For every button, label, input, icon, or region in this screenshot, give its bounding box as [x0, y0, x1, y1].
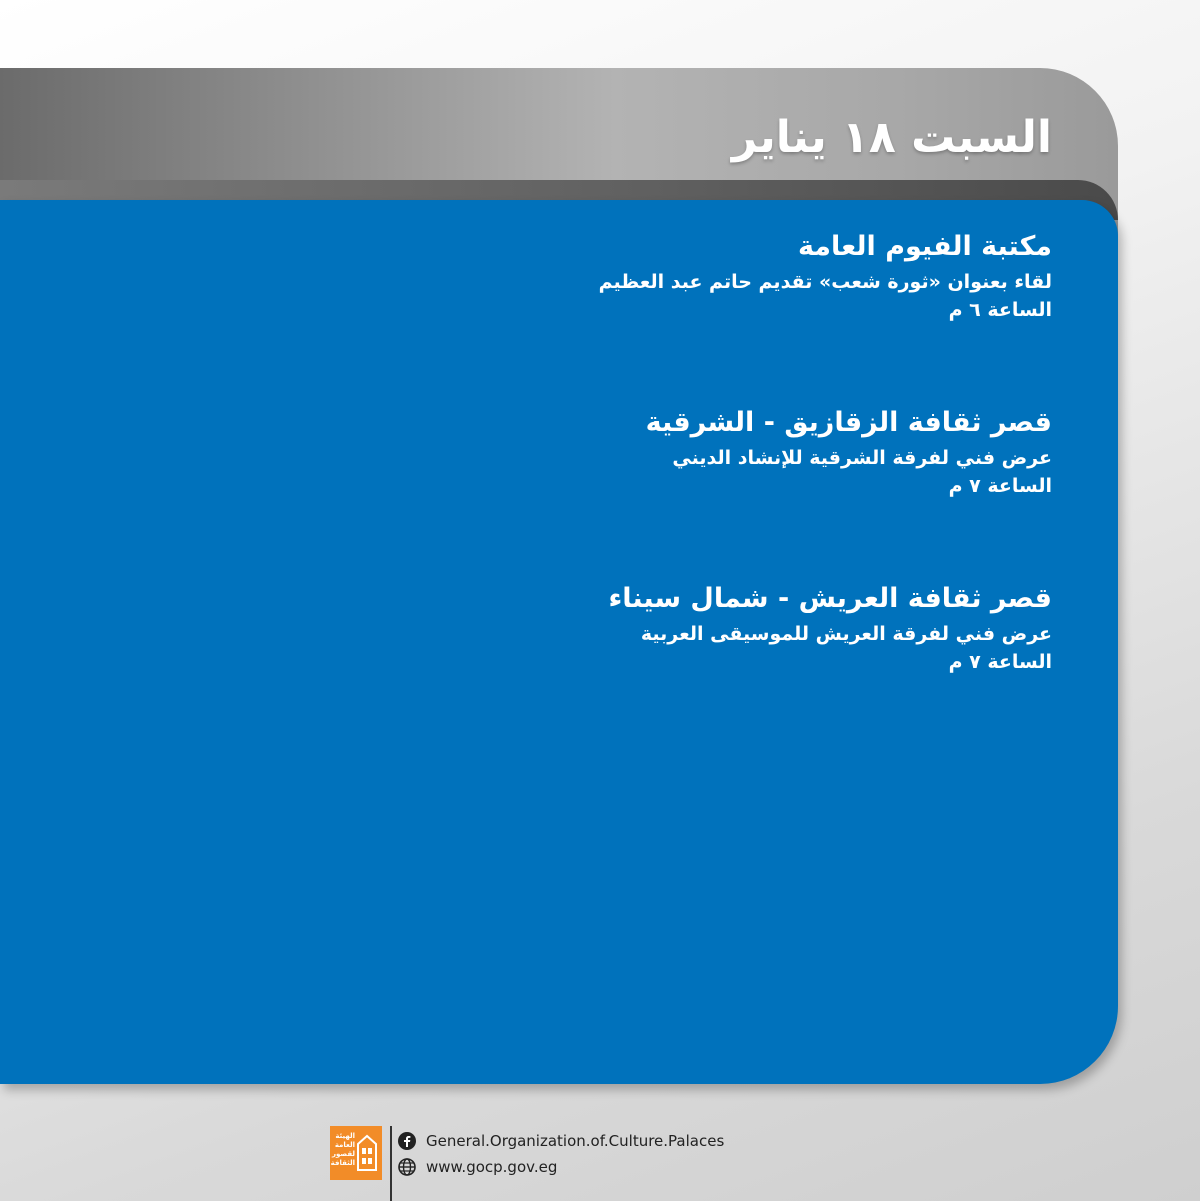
footer [330, 1126, 750, 1201]
event-time: الساعة ٧ م [948, 475, 1052, 497]
website-link[interactable] [398, 1156, 557, 1178]
footer-divider [390, 1126, 392, 1201]
event-time: الساعة ٦ م [948, 299, 1052, 321]
event-time: الساعة ٧ م [948, 651, 1052, 673]
event-venue: قصر ثقافة الزقازيق - الشرقية [645, 407, 1052, 438]
event-description: لقاء بعنوان «ثورة شعب» تقديم حاتم عبد العظيم [598, 271, 1052, 293]
page-title: السبت ١٨ يناير [731, 112, 1052, 163]
event-description: عرض فني لفرقة الشرقية للإنشاد الديني [672, 447, 1052, 469]
event-item [252, 582, 1052, 676]
organization-logo [330, 1126, 382, 1180]
logo-text: الهيئة العامة لقصور الثقافة [330, 1132, 355, 1167]
facebook-page-name: General.Organization.of.Culture.Palaces [426, 1132, 725, 1150]
website-url: www.gocp.gov.eg [426, 1158, 558, 1176]
event-venue: مكتبة الفيوم العامة [797, 231, 1052, 262]
facebook-icon [398, 1132, 416, 1150]
event-item [252, 406, 1052, 500]
event-description: عرض فني لفرقة العريش للموسيقى العربية [640, 623, 1052, 645]
event-item [252, 230, 1052, 324]
event-venue: قصر ثقافة العريش - شمال سيناء [608, 583, 1052, 614]
facebook-link[interactable] [398, 1130, 724, 1152]
events-list [252, 230, 1052, 758]
globe-icon [398, 1158, 416, 1176]
logo-building-icon [356, 1134, 378, 1172]
